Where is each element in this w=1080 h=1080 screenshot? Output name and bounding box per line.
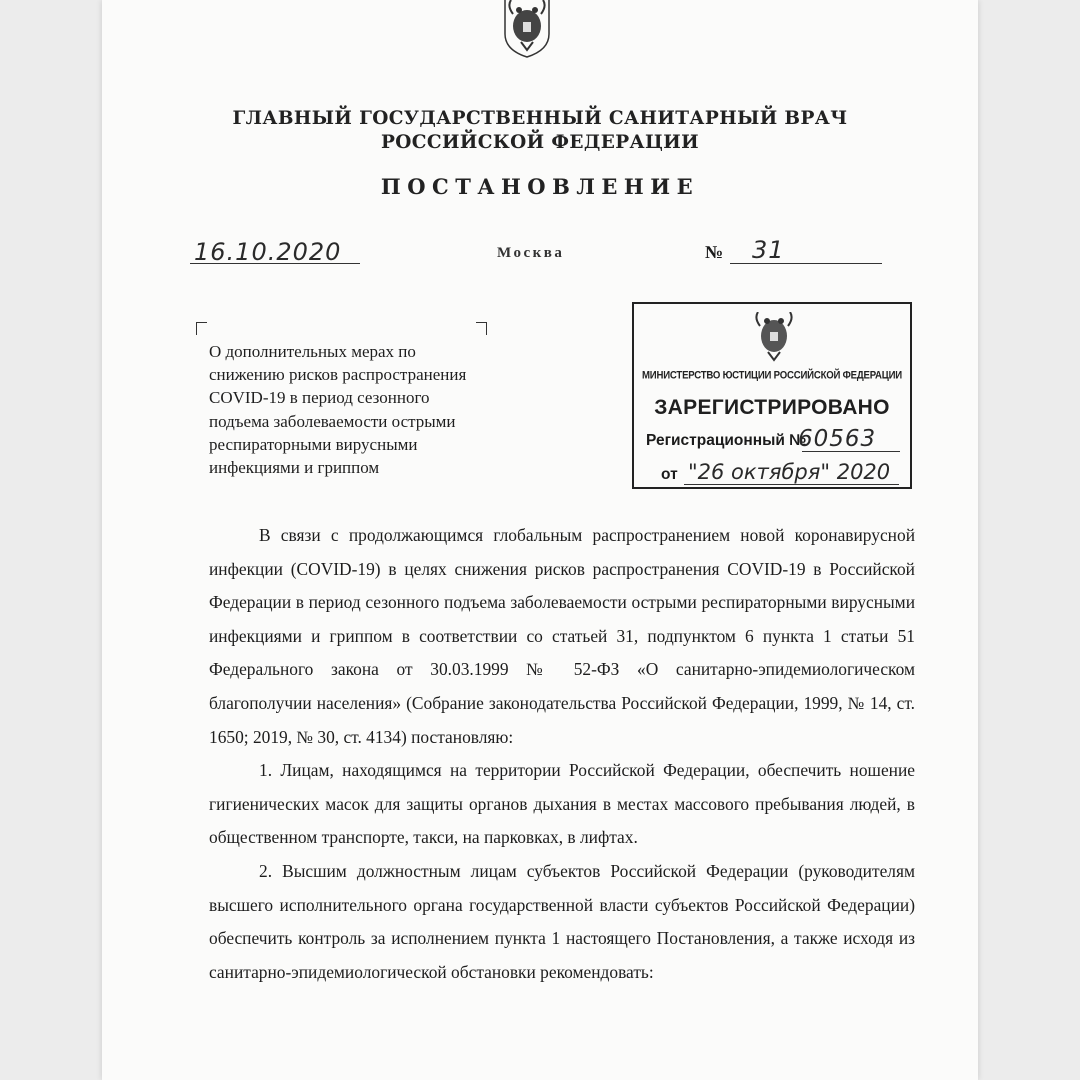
subject-corner-mark-left — [196, 322, 207, 335]
stamp-registration-number-label: Регистрационный № — [646, 432, 807, 449]
document-body — [209, 519, 915, 989]
document-subject — [209, 340, 529, 479]
number-underline — [730, 263, 882, 264]
document-number: 31 — [752, 236, 785, 264]
subject-line: инфекциями и гриппом — [209, 458, 380, 478]
clause-1-paragraph: 1. Лицам, находящимся на территории Российской Федерации, обеспечить ношение гигиенических масок для защиты органов дыхания в местах массового пребывания людей, в общественном транспорте, такси, на парковках, в лифтах. — [209, 760, 915, 848]
document-page — [102, 0, 978, 1080]
stamp-registration-date: "26 октября" 2020 — [688, 460, 891, 484]
coat-of-arms-icon — [501, 0, 553, 58]
subject-line: респираторными вирусными — [209, 434, 418, 454]
stamp-coat-of-arms-icon — [752, 312, 796, 364]
subject-line: подъема заболеваемости острыми — [209, 411, 456, 431]
stamp-ministry-name: МИНИСТЕРСТВО ЮСТИЦИИ РОССИЙСКОЙ ФЕДЕРАЦИИ — [642, 369, 902, 382]
date-underline — [190, 263, 360, 264]
stamp-registered-label: ЗАРЕГИСТРИРОВАНО — [654, 396, 890, 419]
stamp-registration-number: 60563 — [798, 426, 877, 452]
subject-corner-mark-right — [476, 322, 487, 335]
document-date: 16.10.2020 — [194, 238, 342, 266]
subject-line: снижению рисков распространения — [209, 365, 467, 385]
subject-line: COVID-19 в период сезонного — [209, 388, 430, 408]
stamp-number-underline — [802, 451, 900, 452]
registration-stamp — [632, 302, 912, 489]
issuer-title-line-2: РОССИЙСКОЙ ФЕДЕРАЦИИ — [380, 132, 700, 153]
document-type-title: ПОСТАНОВЛЕНИЕ — [380, 174, 700, 199]
subject-line: О дополнительных мерах по — [209, 342, 416, 361]
issuer-title-line-1: ГЛАВНЫЙ ГОСУДАРСТВЕННЫЙ САНИТАРНЫЙ ВРАЧ — [232, 108, 848, 129]
number-label: № — [705, 242, 724, 262]
stamp-date-label: от — [661, 466, 678, 483]
clause-2-paragraph: 2. Высшим должностным лицам субъектов Российской Федерации (руководителям высшего исполнительного органа государственной власти субъектов Российской Федерации) обеспечить контроль за исполнением пункта 1 настоящего Постановления, а также исходя из санитарно-эпидемиологической обстановки рекомендовать: — [209, 860, 915, 982]
city-label: Москва — [497, 245, 565, 261]
preamble-paragraph: В связи с продолжающимся глобальным распространением новой коронавирусной инфекции (COVID-19) в целях снижения рисков распространения COVID-19 в Российской Федерации в период сезонного подъема заболеваемости острыми респираторными вирусными инфекциями и гриппом в соответствии со статьей 31, подпунктом 6 пункта 1 статьи 51 Федерального закона от 30.03.1999 № 52-ФЗ «О санитарно-эпидемиологическом благополучии населения» (Собрание законодательства Российской Федерации, 1999, № 14, ст. 1650; 2019, № 30, ст. 4134) постановляю: — [209, 525, 915, 747]
stamp-date-underline — [684, 484, 899, 485]
